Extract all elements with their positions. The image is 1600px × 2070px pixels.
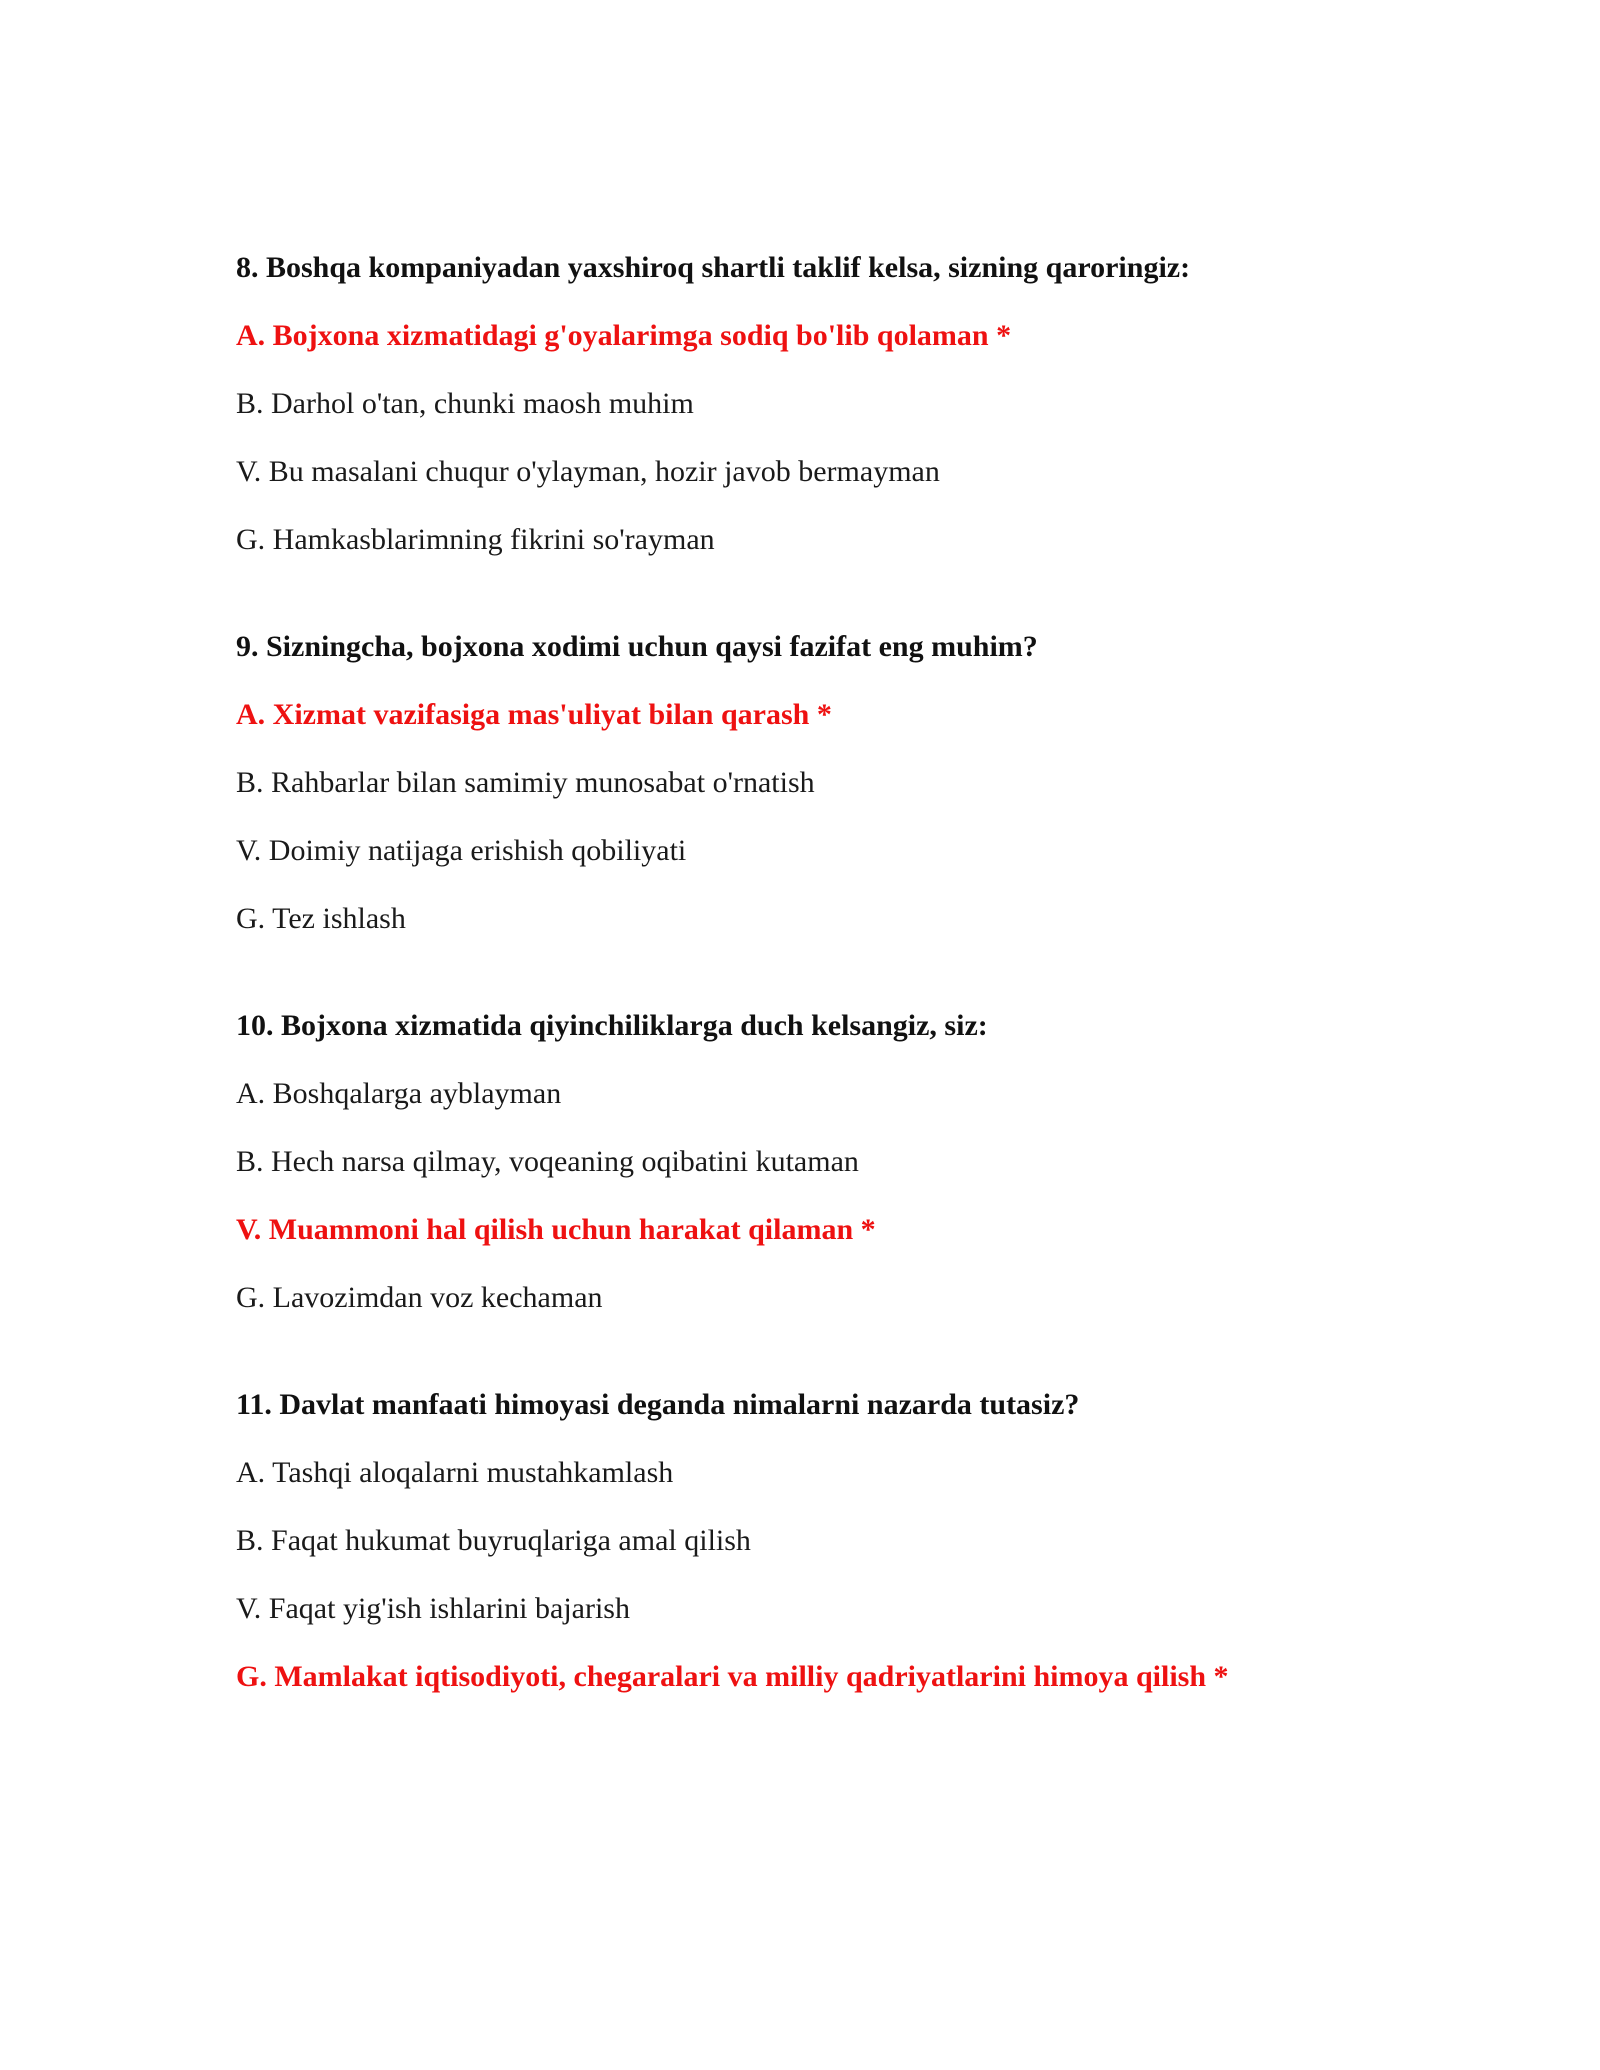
answer-option-correct: A. Bojxona xizmatidagi g'oyalarimga sodiq bo'lib qolaman * (236, 319, 1012, 352)
question-block-11 (236, 1385, 1436, 1697)
answer-option-correct: V. Muammoni hal qilish uchun harakat qilaman * (236, 1213, 876, 1246)
answer-option-correct: G. Mamlakat iqtisodiyoti, chegaralari va milliy qadriyatlarini himoya qilish * (236, 1660, 1229, 1693)
answer-option: B. Faqat hukumat buyruqlariga amal qilish (236, 1524, 751, 1557)
question-block-9 (236, 627, 1436, 939)
answer-option: B. Darhol o'tan, chunki maosh muhim (236, 387, 694, 420)
question-text: 9. Sizningcha, bojxona xodimi uchun qaysi fazifat eng muhim? (236, 630, 1038, 663)
answer-option: B. Rahbarlar bilan samimiy munosabat o'rnatish (236, 766, 815, 799)
answer-option: G. Tez ishlash (236, 902, 406, 935)
answer-option: A. Boshqalarga ayblayman (236, 1077, 562, 1110)
answer-option-correct: A. Xizmat vazifasiga mas'uliyat bilan qarash * (236, 698, 832, 731)
question-text: 10. Bojxona xizmatida qiyinchiliklarga duch kelsangiz, siz: (236, 1009, 988, 1042)
answer-option: B. Hech narsa qilmay, voqeaning oqibatini kutaman (236, 1145, 859, 1178)
answer-option: V. Bu masalani chuqur o'ylayman, hozir javob bermayman (236, 455, 940, 488)
answer-option: G. Lavozimdan voz kechaman (236, 1281, 603, 1314)
answer-option: V. Faqat yig'ish ishlarini bajarish (236, 1592, 630, 1625)
question-text: 8. Boshqa kompaniyadan yaxshiroq shartli taklif kelsa, sizning qaroringiz: (236, 251, 1191, 284)
quiz-content (236, 248, 1436, 1697)
question-text: 11. Davlat manfaati himoyasi deganda nimalarni nazarda tutasiz? (236, 1388, 1080, 1421)
question-block-10 (236, 1006, 1436, 1318)
answer-option: A. Tashqi aloqalarni mustahkamlash (236, 1456, 674, 1489)
answer-option: V. Doimiy natijaga erishish qobiliyati (236, 834, 687, 867)
answer-option: G. Hamkasblarimning fikrini so'rayman (236, 523, 715, 556)
question-block-8 (236, 248, 1436, 560)
